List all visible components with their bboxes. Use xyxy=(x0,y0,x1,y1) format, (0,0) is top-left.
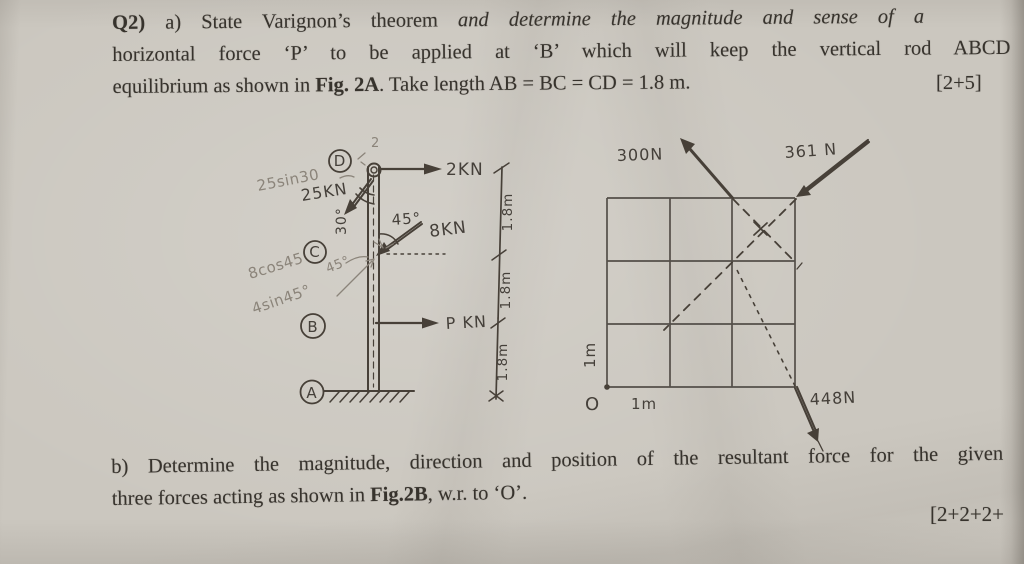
node-b-label: B xyxy=(307,318,319,336)
question-b xyxy=(111,438,1012,515)
question-number: Q2) xyxy=(112,11,166,34)
pencil-tick-d xyxy=(358,153,365,165)
force-361n-label: 361 N xyxy=(783,139,838,162)
pencil-working xyxy=(246,136,380,318)
force-8kn-label: 8KN xyxy=(428,217,469,242)
question-a-text2: horizontal force ‘P’ to be applied at ‘B’ which will keep the vertical rod ABCD xyxy=(112,36,1011,66)
dimension-line xyxy=(489,163,516,401)
small-check xyxy=(797,263,802,269)
pencil-2: 2 xyxy=(371,136,380,151)
dash-361n-extension xyxy=(664,199,796,330)
dot-448n-extension xyxy=(735,266,795,386)
dim-cb-label: 1.8m xyxy=(498,270,514,310)
question-b-text2-post: , w.r. to ‘O’. xyxy=(427,481,528,506)
force-2kn-label: 2KN xyxy=(446,160,484,180)
lines-of-action xyxy=(664,199,796,386)
dim-dc-label: 1.8m xyxy=(500,192,516,232)
question-a xyxy=(112,0,1013,103)
grid-3x3 xyxy=(604,198,802,390)
question-a-text1: a) State Varignon’s theorem xyxy=(165,9,459,34)
force-300n-arrow xyxy=(616,138,733,198)
question-a-text3-post: . Take length AB = BC = CD = 1.8 m. xyxy=(379,71,691,96)
question-a-line3 xyxy=(113,64,1011,103)
force-p-label: P KN xyxy=(445,311,488,333)
figure-2a xyxy=(240,115,570,420)
force-p-arrow xyxy=(376,312,487,333)
force-25kn-label: 25KN xyxy=(299,178,349,205)
force-448n-label: 448N xyxy=(809,387,857,409)
angle-30-label: 30° xyxy=(334,207,350,235)
question-b-text2: three forces acting as shown in xyxy=(111,484,371,511)
node-a-label: A xyxy=(306,384,318,402)
force-2kn-arrow xyxy=(380,160,484,180)
ground-support xyxy=(324,391,414,402)
fig2a-reference: Fig. 2A xyxy=(315,73,380,97)
origin-dot xyxy=(604,384,610,390)
pencil-4sin45: 4sin45° xyxy=(249,280,314,318)
question-b-text1: b) Determine the magnitude, direction and position of the resultant force for the given xyxy=(111,442,1004,479)
figure-2b xyxy=(575,125,875,455)
force-300n-label: 300N xyxy=(616,144,664,165)
fig2b-reference: Fig.2B xyxy=(370,483,428,507)
force-8kn-arrow xyxy=(374,209,468,256)
pencil-8cos45: 8cos45 xyxy=(245,248,306,283)
pencil-25sin30: 25sin30 xyxy=(255,165,321,195)
dim-y-label: 1m xyxy=(581,341,599,368)
dim-x-label: 1m xyxy=(631,395,658,413)
node-c-label: C xyxy=(309,243,321,261)
grid-dimension-labels xyxy=(581,342,657,415)
force-25kn-arrow xyxy=(300,179,374,235)
question-a-text1-slanted: and determine the magnitude and sense of a xyxy=(457,5,925,32)
angle-45-label: 45° xyxy=(391,208,422,229)
question-a-text3: equilibrium as shown in xyxy=(112,74,316,98)
origin-label: O xyxy=(585,394,601,415)
node-d-label: D xyxy=(333,152,347,170)
dim-ba-label: 1.8m xyxy=(495,342,511,382)
pencil-45: 45° xyxy=(323,253,353,277)
marks-question-a: [2+5] xyxy=(936,72,982,94)
marks-question-b: [2+2+2+ xyxy=(930,502,1005,526)
rod-abcd xyxy=(368,164,381,393)
force-361n-arrow xyxy=(784,139,869,197)
